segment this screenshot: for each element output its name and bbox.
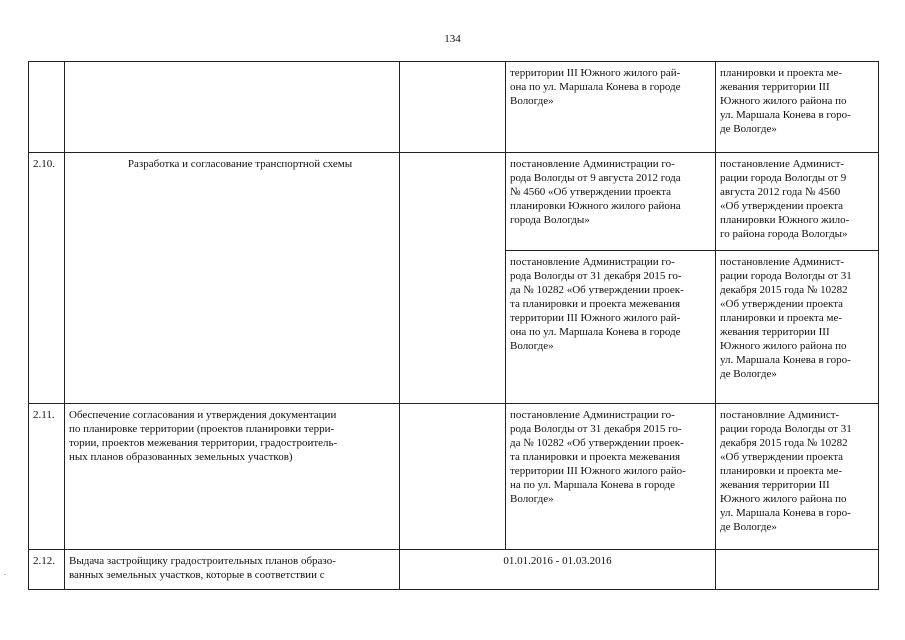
basis-document-cell: постановление Администрации го- рода Вологды от 9 августа 2012 года № 4560 «Об утверждении проекта планировки Южного жилого района города Вологды» (506, 153, 716, 251)
date-cell (400, 153, 506, 404)
task-name-cell (65, 62, 400, 153)
task-name-cell: Выдача застройщику градостроительных планов образо- ванных земельных участков, которые в соответствии с (65, 550, 400, 590)
result-document-cell: постановлние Админист- рации города Вологды от 31 декабря 2015 года № 10282 «Об утверждении проекта планировки и проекта ме- жевания территории III Южного жилого района по ул. Маршала Конева в горо- де Вологде» (716, 404, 879, 550)
result-document-cell: планировки и проекта ме- жевания территории III Южного жилого района по ул. Маршала Конева в горо- де Вологде» (716, 62, 879, 153)
stray-mark: . (4, 568, 6, 577)
table-row (29, 62, 879, 153)
basis-document-cell: постановление Администрации го- рода Вологды от 31 декабря 2015 го- да № 10282 «Об утверждении проек- та планировки и проекта межевания территории III Южного жилого рай- она по ул. Маршала Конева в городе Вологде» (506, 251, 716, 404)
row-number-cell: 2.10. (29, 153, 65, 404)
task-name-cell: Обеспечение согласования и утверждения документации по планировке территории (проектов планировки терри- тории, проектов межевания территории, градостроитель- ных планов образованных земельных участков) (65, 404, 400, 550)
table-row (29, 404, 879, 550)
basis-document-cell: территории III Южного жилого рай- она по ул. Маршала Конева в городе Вологде» (506, 62, 716, 153)
basis-document-cell: постановление Администрации го- рода Вологды от 31 декабря 2015 го- да № 10282 «Об утверждении проек- та планировки и проекта межевания территории III Южного жилого райо- на по ул. Маршала Конева в городе Вологде» (506, 404, 716, 550)
schedule-table (28, 61, 879, 590)
table-row (29, 153, 879, 251)
table-row (29, 550, 879, 590)
date-cell (400, 62, 506, 153)
task-name-cell: Разработка и согласование транспортной схемы (65, 153, 400, 404)
page-number: 134 (444, 33, 461, 45)
row-number-cell: 2.11. (29, 404, 65, 550)
date-range-cell: 01.01.2016 - 01.03.2016 (400, 550, 716, 590)
result-document-cell: постановление Админист- рации города Вологды от 31 декабря 2015 года № 10282 «Об утверждении проекта планировки и проекта ме- жевания территории III Южного жилого района по ул. Маршала Конева в горо- де Вологде» (716, 251, 879, 404)
result-document-cell (716, 550, 879, 590)
row-number-cell (29, 62, 65, 153)
result-document-cell: постановление Админист- рации города Вологды от 9 августа 2012 года № 4560 «Об утверждении проекта планировки Южного жило- го района города Вологды» (716, 153, 879, 251)
row-number-cell: 2.12. (29, 550, 65, 590)
date-cell (400, 404, 506, 550)
